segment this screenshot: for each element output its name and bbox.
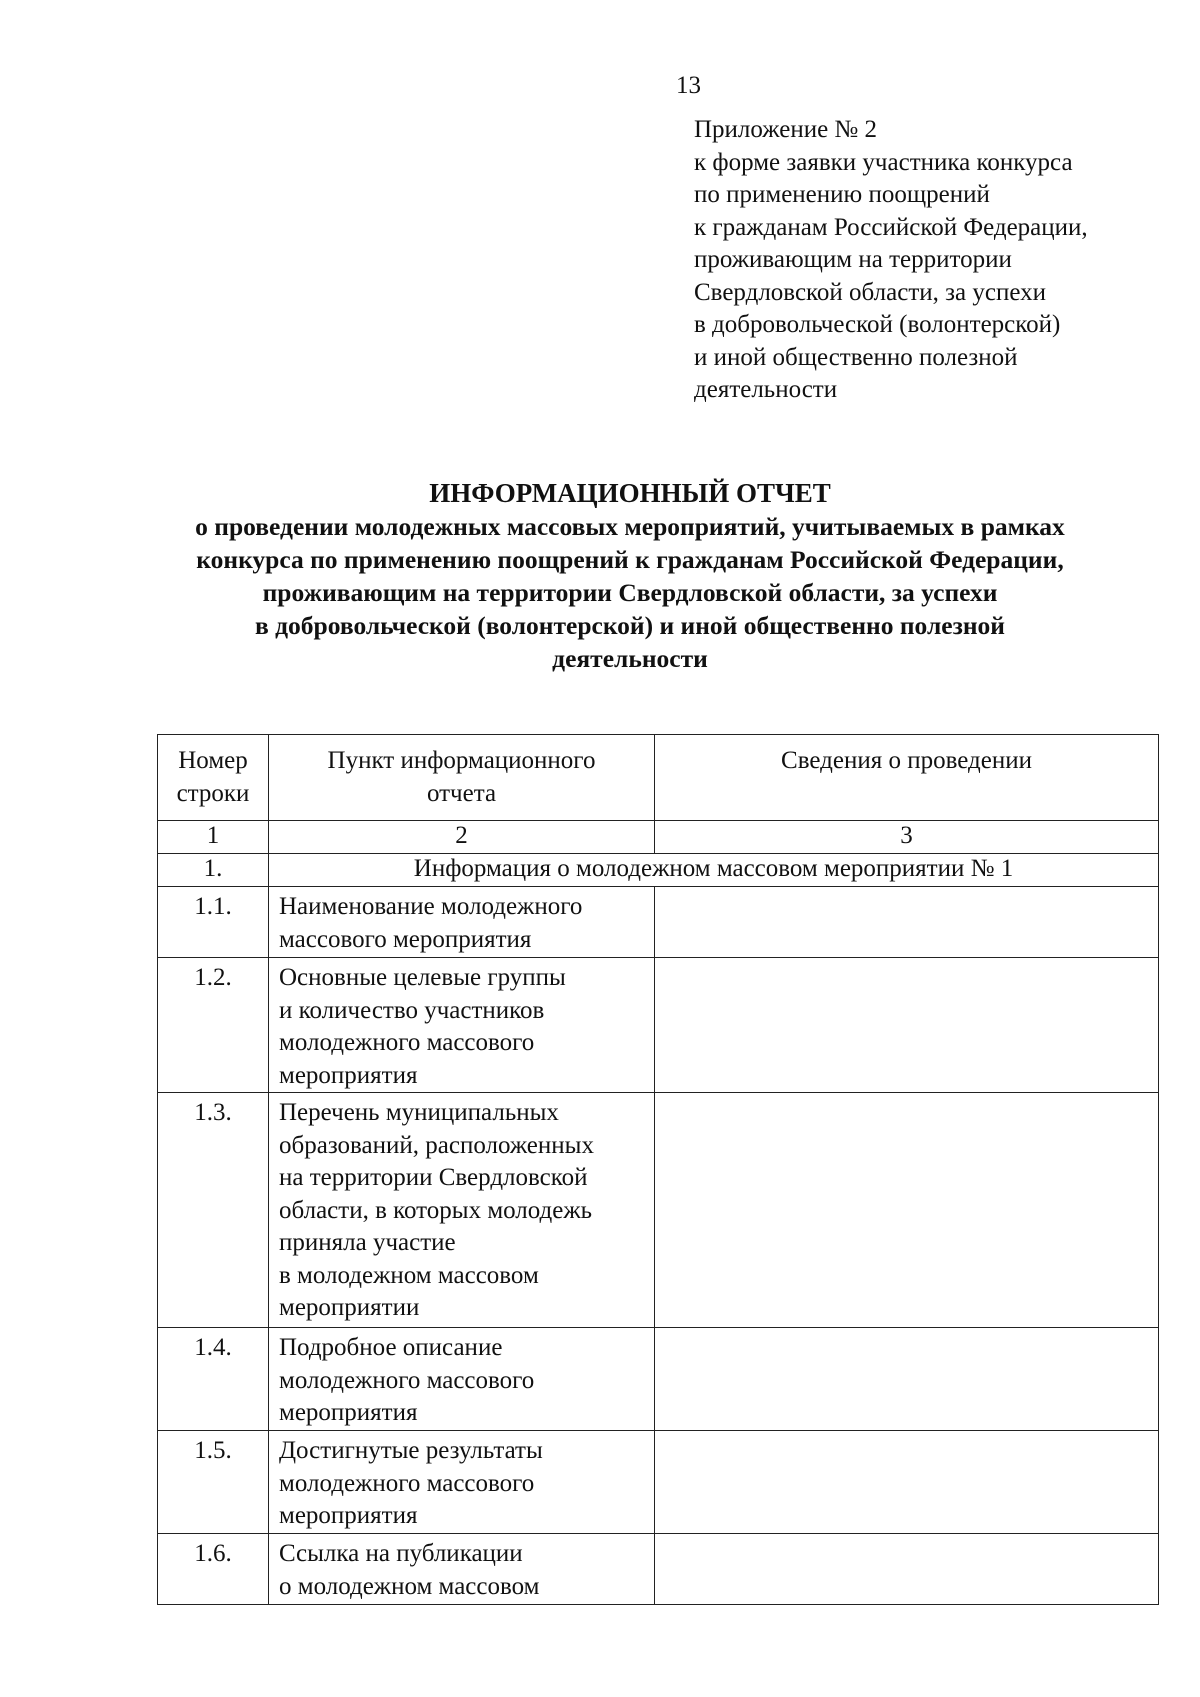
row-value-cell[interactable] xyxy=(655,1431,1159,1534)
row-value-cell[interactable] xyxy=(655,1093,1159,1328)
section-row xyxy=(158,854,1159,887)
subtitle-line: конкурса по применению поощрений к гражданам Российской Федерации, xyxy=(196,545,1064,574)
appendix-line: к гражданам Российской Федерации, xyxy=(694,213,1088,241)
report-title: ИНФОРМАЦИОННЫЙ ОТЧЕТ xyxy=(429,478,831,508)
subtitle-line: о проведении молодежных массовых мероприятий, учитываемых в рамках xyxy=(195,512,1065,541)
header-row-number xyxy=(158,735,269,821)
header-text: отчета xyxy=(426,779,497,807)
row-item xyxy=(269,1431,655,1534)
column-number-row xyxy=(158,821,1159,854)
appendix-line: и иной общественно полезной xyxy=(694,343,1018,371)
row-item-line: Ссылка на публикации xyxy=(279,1540,523,1567)
row-value-cell[interactable] xyxy=(655,1328,1159,1431)
row-item-line: молодежного массового xyxy=(279,1029,535,1056)
header-text: Пункт информационного xyxy=(327,747,596,774)
header-text: строки xyxy=(176,779,250,807)
row-item-line: области, в которых молодежь xyxy=(279,1196,593,1224)
row-number: 1.4. xyxy=(158,1328,269,1431)
subtitle-line: в добровольческой (волонтерской) и иной общественно полезной xyxy=(255,611,1005,640)
row-item-line: молодежного массового xyxy=(279,1469,535,1497)
appendix-line: Свердловской области, за успехи xyxy=(694,278,1046,306)
header-text: Сведения о проведении xyxy=(781,747,1032,774)
row-item-line: о молодежном массовом xyxy=(279,1572,540,1600)
row-number: 1.5. xyxy=(158,1431,269,1534)
row-item-line: Основные целевые группы xyxy=(279,964,566,991)
appendix-note xyxy=(694,114,1088,407)
row-value-cell[interactable] xyxy=(655,1534,1159,1605)
row-value-cell[interactable] xyxy=(655,958,1159,1093)
table-row xyxy=(158,1431,1159,1534)
table-row xyxy=(158,1093,1159,1328)
table-row xyxy=(158,1328,1159,1431)
row-item xyxy=(269,1093,655,1328)
table-row xyxy=(158,958,1159,1093)
row-item-line: Достигнутые результаты xyxy=(279,1437,543,1464)
row-item-line: Перечень муниципальных xyxy=(279,1099,559,1126)
row-item-line: Наименование молодежного xyxy=(279,893,583,920)
column-number: 1 xyxy=(158,821,269,854)
row-item-line: мероприятии xyxy=(279,1294,420,1321)
appendix-line: в добровольческой (волонтерской) xyxy=(694,311,1061,338)
row-item-line: массового мероприятия xyxy=(279,925,532,953)
appendix-line: деятельности xyxy=(694,376,838,403)
subtitle-line: деятельности xyxy=(552,644,708,673)
report-title-block xyxy=(130,476,1130,675)
header-report-item xyxy=(269,735,655,821)
table-header-row xyxy=(158,735,1159,821)
row-item xyxy=(269,958,655,1093)
page-number: 13 xyxy=(676,72,701,99)
header-details xyxy=(655,735,1159,821)
row-item xyxy=(269,1534,655,1605)
appendix-line: Приложение № 2 xyxy=(694,116,878,143)
row-item-line: мероприятия xyxy=(279,1399,418,1426)
row-item-line: в молодежном массовом xyxy=(279,1261,539,1289)
row-number: 1.1. xyxy=(158,887,269,958)
row-item-line: на территории Свердловской xyxy=(279,1164,588,1191)
row-number: 1.3. xyxy=(158,1093,269,1328)
appendix-line: проживающим на территории xyxy=(694,246,1012,273)
row-number: 1.2. xyxy=(158,958,269,1093)
table-row xyxy=(158,887,1159,958)
column-number: 2 xyxy=(269,821,655,854)
row-item-line: и количество участников xyxy=(279,996,545,1024)
row-number: 1.6. xyxy=(158,1534,269,1605)
report-table xyxy=(157,734,1159,1605)
row-item-line: мероприятия xyxy=(279,1502,418,1529)
row-item-line: Подробное описание xyxy=(279,1334,503,1361)
header-text: Номер xyxy=(178,747,248,774)
row-item-line: молодежного массового xyxy=(279,1366,535,1394)
row-item-line: образований, расположенных xyxy=(279,1131,594,1159)
column-number: 3 xyxy=(655,821,1159,854)
row-item-line: мероприятия xyxy=(279,1061,418,1089)
section-number: 1. xyxy=(158,854,269,887)
section-title: Информация о молодежном массовом мероприятии № 1 xyxy=(269,854,1159,887)
appendix-line: по применению поощрений xyxy=(694,181,990,208)
report-subtitle xyxy=(130,510,1130,675)
appendix-line: к форме заявки участника конкурса xyxy=(694,148,1073,176)
row-item xyxy=(269,887,655,958)
row-item xyxy=(269,1328,655,1431)
subtitle-line: проживающим на территории Свердловской области, за успехи xyxy=(262,578,998,607)
row-item-line: приняла участие xyxy=(279,1229,456,1256)
row-value-cell[interactable] xyxy=(655,887,1159,958)
table-row xyxy=(158,1534,1159,1605)
